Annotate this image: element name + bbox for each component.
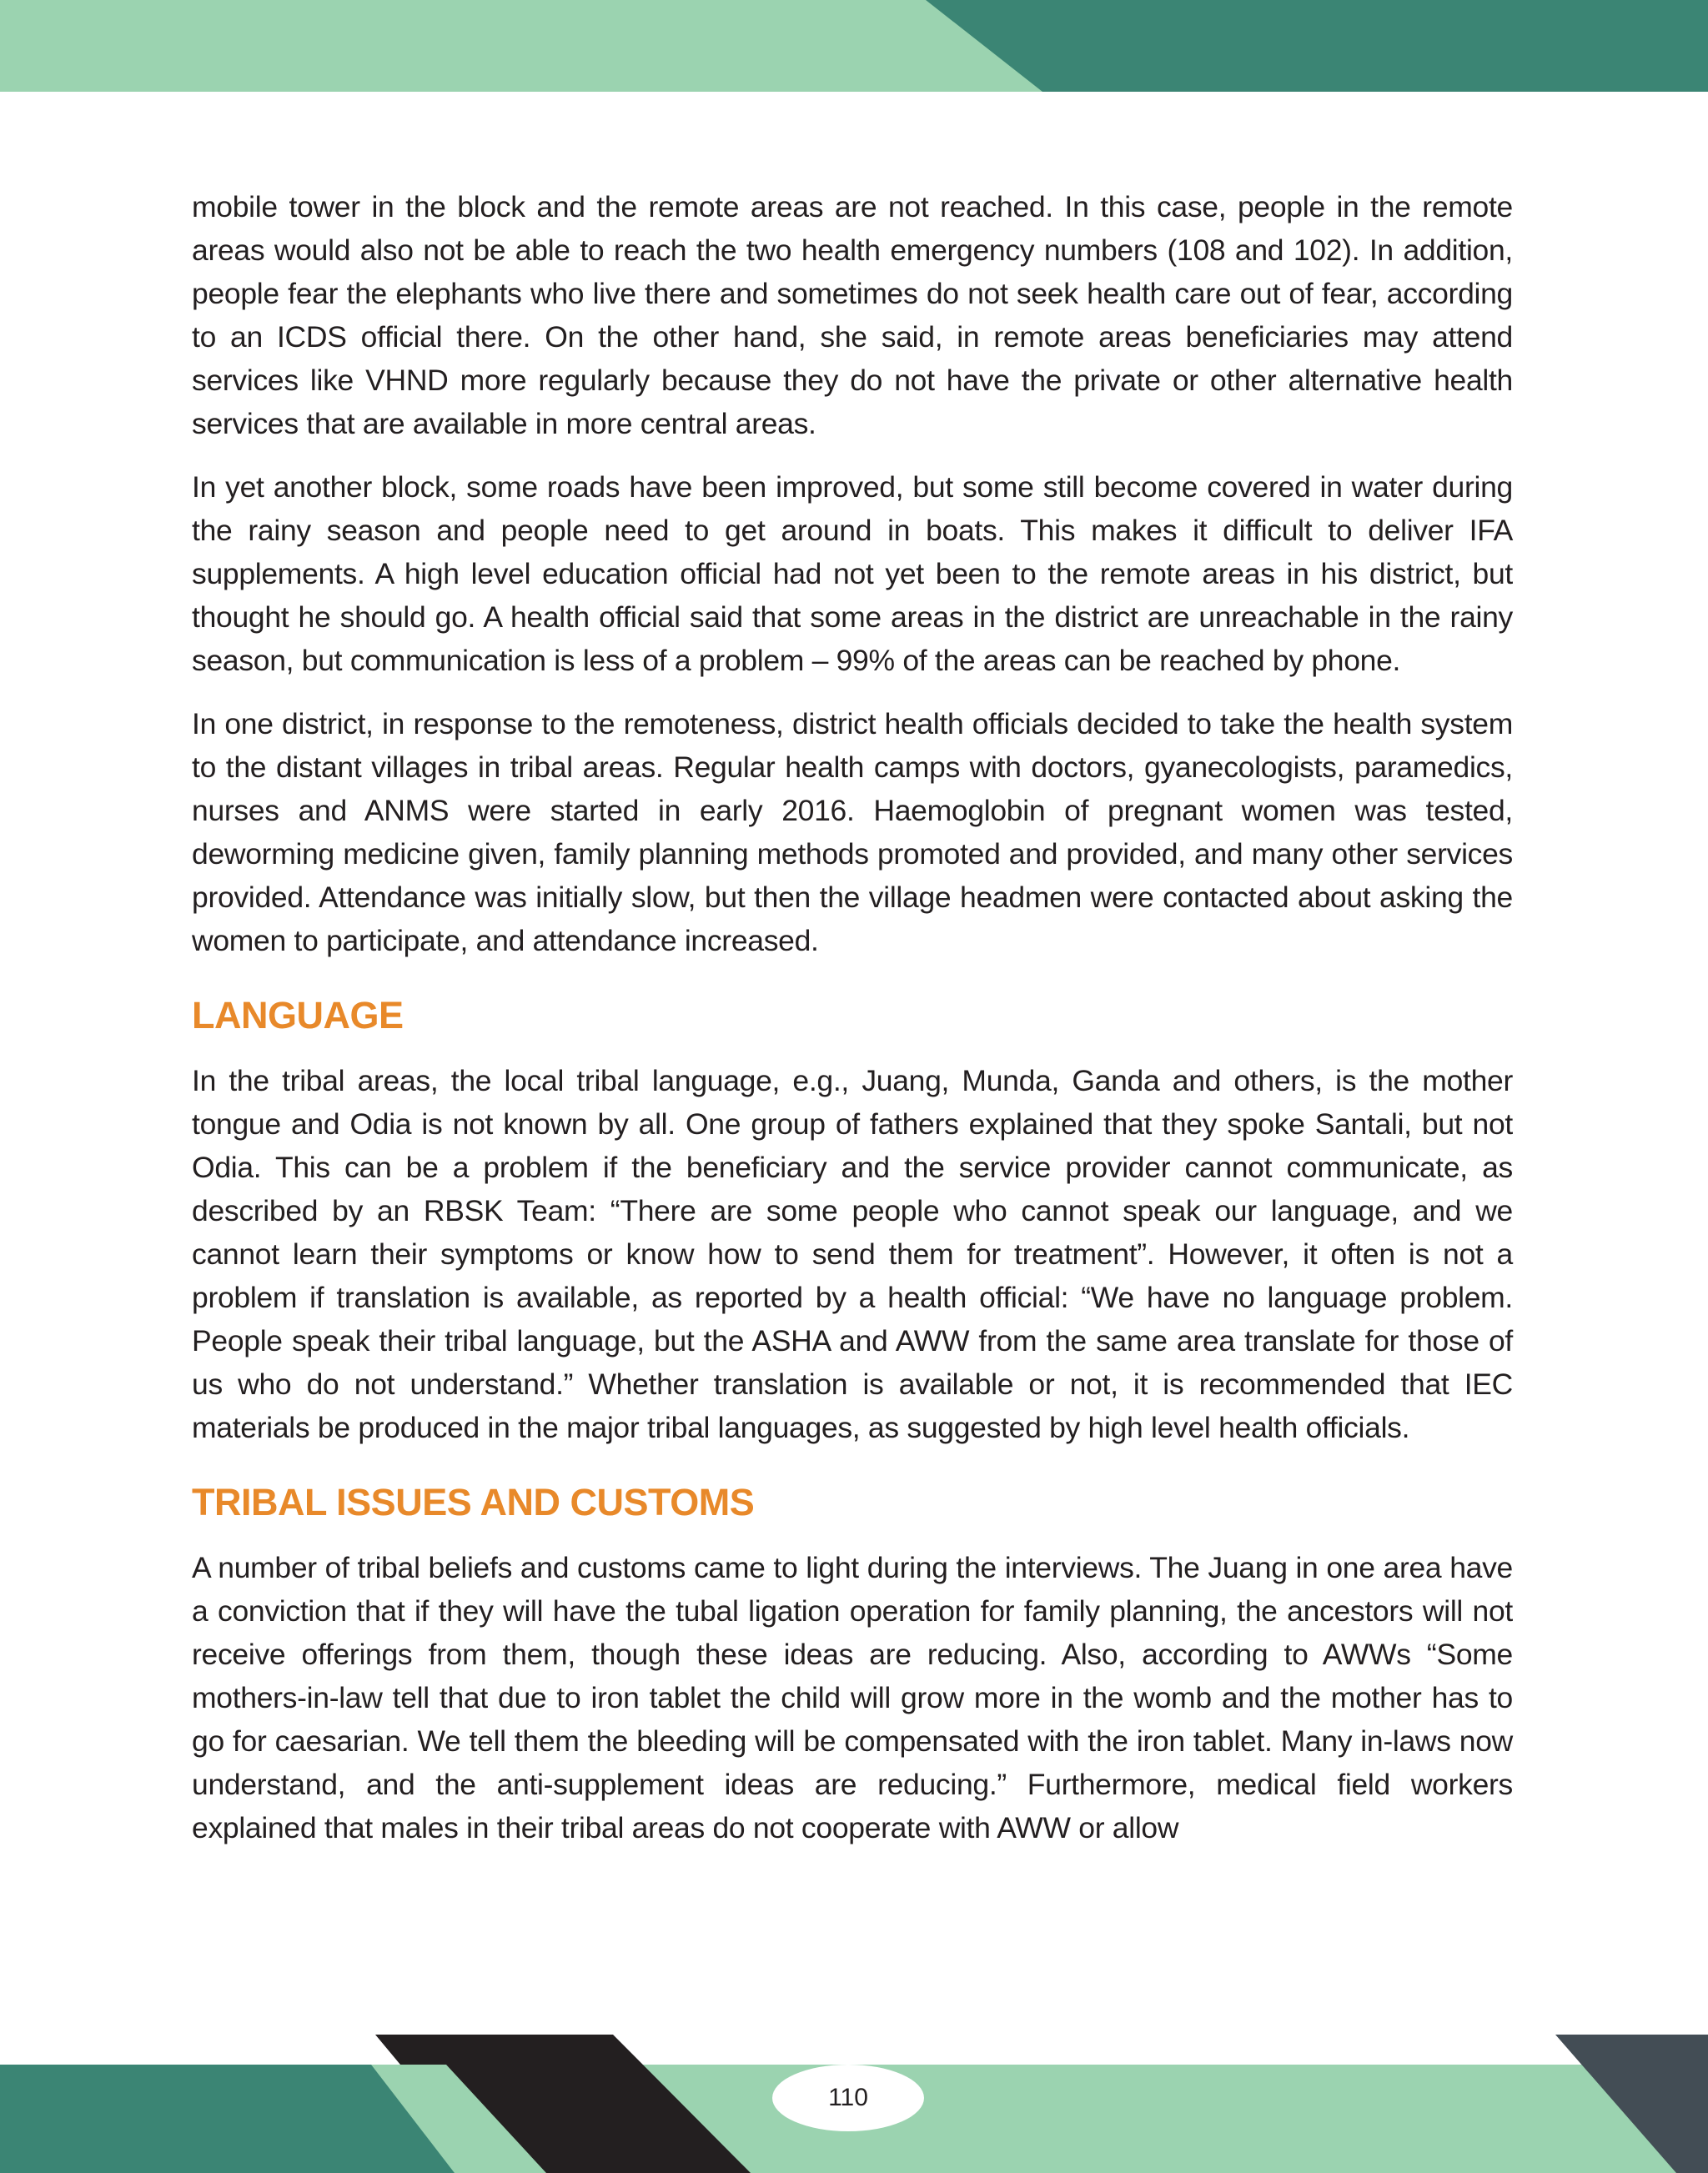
section-heading-language: LANGUAGE <box>192 994 404 1036</box>
language-paragraph: In the tribal areas, the local tribal language, e.g., Juang, Munda, Ganda and others, is the mother tongue and Odia is not known by all. One group of fathers explained that they spoke Santali, but not Odia. This can be a problem if the beneficiary and the service provider cannot communicate, as described by an RBSK Team: “There are some people who cannot speak our language, and we cannot learn their symptoms or know how to send them for treatment”. However, it often is not a problem if translation is available, as reported by a health official: “We have no language problem. People speak their tribal language, but the ASHA and AWW from the same area translate for those of us who do not understand.” Whether translation is available or not, it is recommended that IEC materials be produced in the major tribal languages, as suggested by high level health officials. <box>192 1064 1513 1444</box>
section-heading-tribal-issues: TRIBAL ISSUES AND CUSTOMS <box>192 1481 755 1523</box>
top-band-graphic <box>0 0 1708 92</box>
top-band-dark-teal <box>926 0 1708 92</box>
intro-paragraph-3: In one district, in response to the remoteness, district health officials decided to take the health system to the distant villages in tribal areas. Regular health camps with doctors, gyanecologists, paramedics, nurses and ANMS were started in early 2016. Haemoglobin of pregnant women was tested, deworming medicine given, family planning methods promoted and provided, and many other services provided. Attendance was initially slow, but then the village headmen were contacted about asking the women to participate, and attendance increased. <box>192 707 1513 957</box>
page-content <box>192 185 1513 1869</box>
page-number-pill <box>772 2065 924 2131</box>
page-number: 110 <box>828 2084 868 2111</box>
tribal-issues-paragraph: A number of tribal beliefs and customs came to light during the interviews. The Juang in one area have a conviction that if they will have the tubal ligation operation for family planning, the ancestors will not receive offerings from them, though these ideas are reducing. Also, according to AWWs “Some mothers-in-law tell that due to iron tablet the child will grow more in the womb and the mother has to go for caesarian. We tell them the bleeding will be compensated with the iron tablet. Many in-laws now understand, and the anti-supplement ideas are reducing.” Furthermore, medical field workers explained that males in their tribal areas do not cooperate with AWW or allow <box>192 1551 1513 1844</box>
top-decorative-band <box>0 0 1708 92</box>
intro-paragraph-2: In yet another block, some roads have been improved, but some still become covered in water during the rainy season and people need to get around in boats. This makes it difficult to deliver IFA supplements. A high level education official had not yet been to the remote areas in his district, but thought he should go. A health official said that some areas in the district are unreachable in the rainy season, but communication is less of a problem – 99% of the areas can be reached by phone. <box>192 470 1513 677</box>
bottom-decorative-band <box>0 2035 1708 2173</box>
intro-paragraph-1: mobile tower in the block and the remote areas are not reached. In this case, people in the remote areas would also not be able to reach the two health emergency numbers (108 and 102). In addition, people fear the elephants who live there and sometimes do not seek health care out of fear, according to an ICDS official there. On the other hand, she said, in remote areas beneficiaries may attend services like VHND more regularly because they do not have the private or other alternative health services that are available in more central areas. <box>192 190 1513 440</box>
